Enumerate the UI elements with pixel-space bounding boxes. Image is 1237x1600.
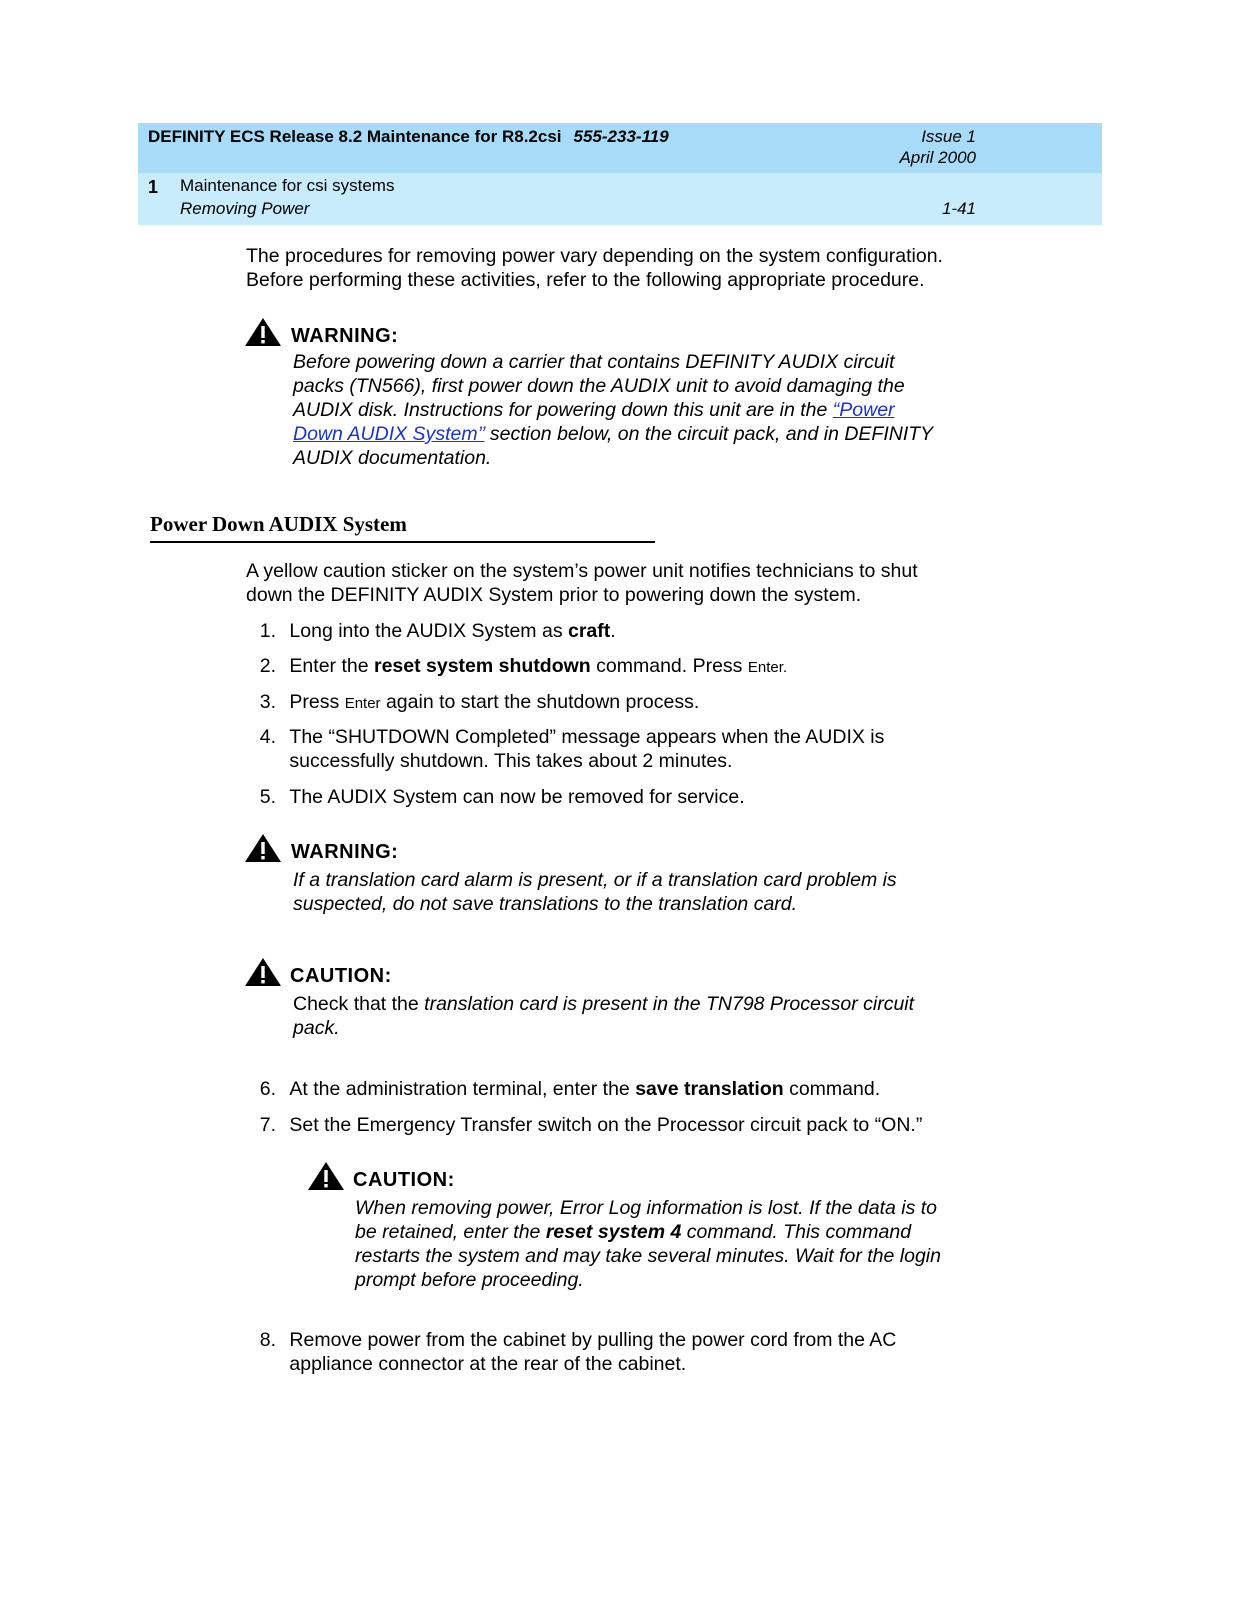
warning-1-line-3 [293,398,933,422]
caution-text-1 [293,992,914,1040]
document-title [148,127,669,147]
warning-triangle-icon [244,832,282,864]
caution-1-line-2: pack. [293,1017,340,1039]
warning-2-line-2: suspected, do not save translations to the translation card. [293,893,798,915]
step-6-number: 6. [259,1078,276,1100]
document-title-text: DEFINITY ECS Release 8.2 Maintenance for R8.2csi [148,127,562,146]
section-heading-rule [150,541,655,543]
step-1-end: . [610,620,616,642]
page-number: 1-41 [941,199,976,218]
caution-1-line-1-italic: translation card is present in the TN798 Processor circuit [424,993,915,1015]
step-1-number: 1. [259,620,276,642]
chapter-title: Maintenance for csi systems [180,176,395,195]
caution-2-line-3: restarts the system and may take several minutes. Wait for the login [355,1245,941,1267]
warning-text-2 [293,868,897,916]
step-4-line-2: successfully shutdown. This takes about 2 minutes. [289,750,733,772]
step-3-number: 3. [259,691,276,713]
step-2-mid: command. Press [590,655,748,677]
caution-triangle-icon [307,1160,345,1192]
enter-key-label: Enter. [747,659,788,676]
warning-1-line-5: AUDIX documentation. [293,447,492,469]
step-8-line-2: appliance connector at the rear of the cabinet. [289,1353,687,1375]
caution-1-line-1 [293,992,914,1016]
issue-date: April 2000 [899,148,976,167]
power-down-audix-link[interactable]: “Power [832,399,895,421]
step-5-number: 5. [259,786,276,808]
step-7-text: Set the Emergency Transfer switch on the Processor circuit pack to “ON.” [289,1114,923,1136]
warning-1-line-4 [293,422,933,446]
warning-1-line-1: Before powering down a carrier that contains DEFINITY AUDIX circuit [293,351,895,373]
step-2-bold: reset system shutdown [373,655,591,677]
step-7 [246,1113,922,1137]
warning-1-line-3-text: AUDIX disk. Instructions for powering down this unit are in the [293,399,833,421]
step-8-line-1: Remove power from the cabinet by pulling the power cord from the AC [289,1329,897,1351]
step-6-end: command. [783,1078,881,1100]
caution-2-line-2 [355,1220,941,1244]
caution-2-line-2-post: command. This command [681,1221,912,1243]
caution-triangle-icon [244,956,282,988]
warning-text-1 [293,350,933,470]
step-2-number: 2. [259,655,276,677]
intro-line-1: The procedures for removing power vary depending on the system configuration. [246,245,943,267]
issue-label: Issue 1 [921,127,976,146]
document-number: 555-233-119 [573,127,669,146]
power-down-audix-link-cont[interactable]: Down AUDIX System’’ [293,423,485,445]
warning-1-line-4-text: section below, on the circuit pack, and in DEFINITY [484,423,934,445]
step-7-number: 7. [259,1114,276,1136]
step-3-text: Press [289,691,345,713]
step-2-text: Enter the [289,655,374,677]
step-2 [246,654,787,680]
caution-1-line-1-plain: Check that the [293,993,425,1015]
warning-1-line-2: packs (TN566), first power down the AUDIX unit to avoid damaging the [293,375,905,397]
caution-2-line-2-pre: be retained, enter the [355,1221,546,1243]
warning-triangle-icon [244,316,282,348]
section-heading: Power Down AUDIX System [150,512,407,536]
step-8-body [289,1328,896,1376]
caution-2-line-2-bold: reset system 4 [545,1221,682,1243]
intro-paragraph [246,244,943,292]
step-1-text: Long into the AUDIX System as [289,620,568,642]
step-4-body [289,725,884,773]
step-6-bold: save translation [635,1078,784,1100]
step-5-text: The AUDIX System can now be removed for service. [289,786,745,808]
audix-paragraph-line-2: down the DEFINITY AUDIX System prior to powering down the system. [246,584,862,606]
caution-label-2: CAUTION: [353,1169,455,1191]
section-title: Removing Power [180,199,310,218]
step-3 [246,690,699,716]
audix-paragraph [246,559,918,607]
step-5 [246,785,745,809]
audix-paragraph-line-1: A yellow caution sticker on the system’s power unit notifies technicians to shut [246,560,918,582]
enter-key-label: Enter [344,695,381,712]
step-6-text: At the administration terminal, enter the [289,1078,636,1100]
step-8 [246,1328,896,1376]
warning-label-2: WARNING: [291,841,399,863]
step-6 [246,1077,880,1101]
warning-label-1: WARNING: [291,325,399,347]
chapter-number: 1 [148,177,159,197]
step-1-bold: craft [567,620,611,642]
caution-2-line-4: prompt before proceeding. [355,1269,584,1291]
step-4-line-1: The “SHUTDOWN Completed” message appears when the AUDIX is [289,726,885,748]
caution-text-2 [355,1196,941,1292]
step-8-number: 8. [259,1329,276,1351]
caution-label-1: CAUTION: [290,965,392,987]
step-4-number: 4. [259,726,276,748]
intro-line-2: Before performing these activities, refer to the following appropriate procedure. [246,269,925,291]
step-3-end: again to start the shutdown process. [380,691,700,713]
step-1 [246,619,616,643]
caution-2-line-1: When removing power, Error Log information is lost. If the data is to [355,1197,938,1219]
step-4 [246,725,884,773]
warning-2-line-1: If a translation card alarm is present, or if a translation card problem is [293,869,897,891]
